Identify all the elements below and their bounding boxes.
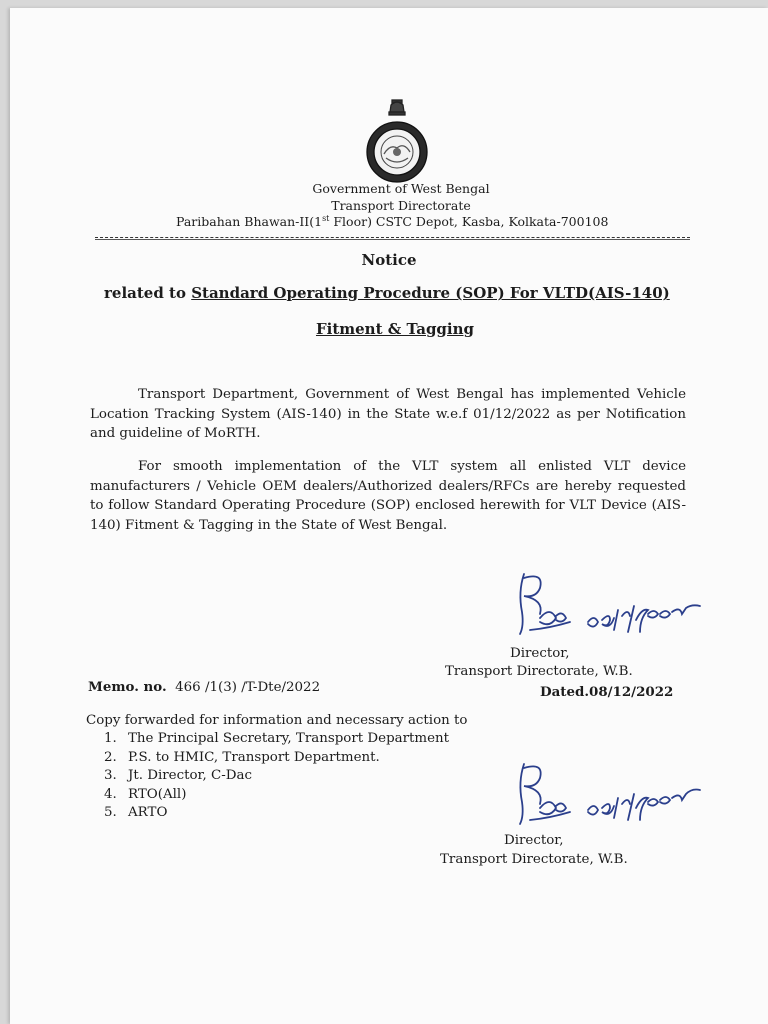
directorate-name: Transport Directorate	[331, 198, 471, 213]
signatory-designation: Director,	[510, 646, 570, 661]
director-signature-2	[510, 760, 720, 830]
list-item: 5. ARTO	[104, 805, 168, 821]
list-item: 2. P.S. to HMIC, Transport Department.	[104, 749, 380, 765]
body-paragraph-1: Transport Department, Government of West Bengal has implemented Vehicle Location Tracking System (AIS-140) in the State w.e.f 01/12/2022 as per Notification and guideline of MoRTH.	[90, 387, 686, 441]
government-name: Government of West Bengal	[312, 181, 490, 196]
signatory-office: Transport Directorate, W.B.	[445, 664, 633, 679]
signatory-office-2: Transport Directorate, W.B.	[440, 852, 628, 867]
memo-number: Memo. no. 466 /1(3) /T-Dte/2022	[88, 679, 321, 695]
notice-subject: related to Standard Operating Procedure (SOP) For VLTD(AIS-140)	[104, 284, 670, 302]
header-divider-solid	[95, 239, 690, 240]
notice-subject-line2: Fitment & Tagging	[315, 320, 475, 338]
director-signature-1	[510, 570, 720, 640]
recipient-list	[104, 730, 449, 823]
memo-date: Dated.08/12/2022	[540, 684, 674, 700]
west-bengal-emblem-icon	[362, 96, 432, 190]
notice-title: Notice	[361, 251, 417, 269]
copy-forwarded-intro: Copy forwarded for information and necessary action to	[86, 713, 468, 728]
signatory-designation-2: Director,	[504, 833, 564, 848]
office-address: Paribahan Bhawan-II(1st Floor) CSTC Depot, Kasba, Kolkata-700108	[176, 214, 609, 230]
list-item: 3. Jt. Director, C-Dac	[104, 768, 252, 784]
body-paragraph-2: For smooth implementation of the VLT system all enlisted VLT device manufacturers / Vehicle OEM dealers/Authorized dealers/RFCs are hereby requested to follow Standard Operating Procedure (SOP) enclosed herewith for VLT Device (AIS-140) Fitment & Tagging in the State of West Bengal.	[90, 459, 686, 533]
header-divider	[95, 237, 690, 238]
list-item: 4. RTO(All)	[104, 786, 187, 802]
list-item: 1. The Principal Secretary, Transport Department	[104, 731, 450, 746]
notice-page	[10, 8, 768, 1024]
